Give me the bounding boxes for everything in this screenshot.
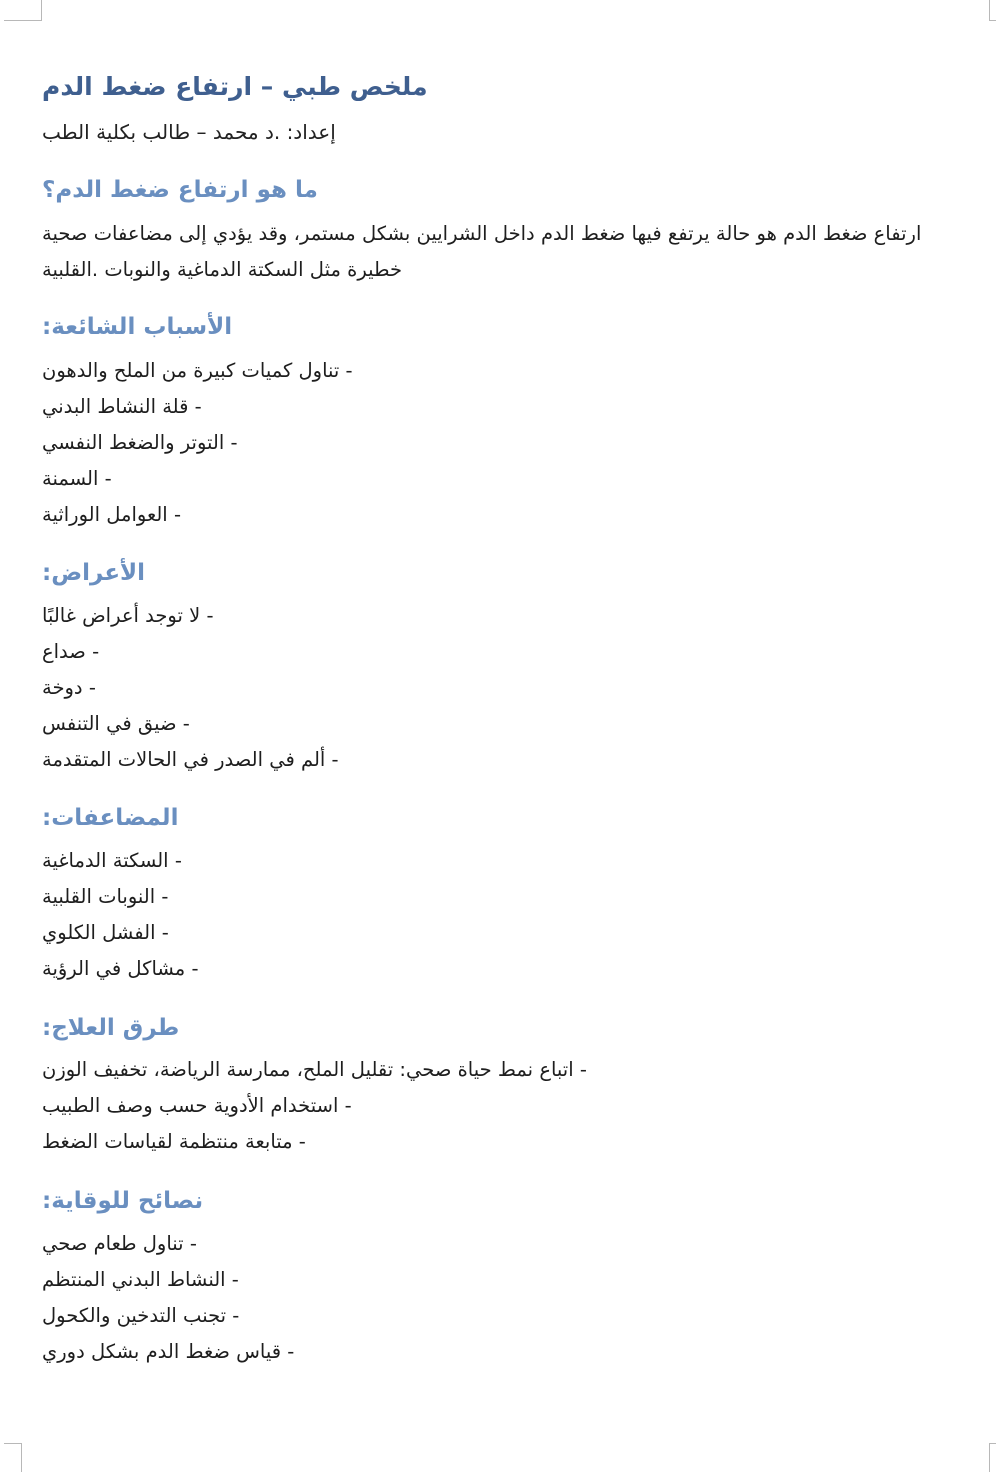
list-item-symptom: المتقدمة الحالات في الصدر في ألم - xyxy=(42,748,339,771)
list-item-treatment: الضغط لقياسات منتظمة متابعة - xyxy=(42,1130,306,1153)
list-item-symptom: التنفس في ضيق - xyxy=(42,712,190,735)
page-corner-mark-top-right xyxy=(989,0,996,21)
definition-paragraph-line-1: صحية مضاعفات إلى يؤدي وقد مستمر، بشكل الشرايين داخل الدم ضغط فيها يرتفع حالة هو الدم ضغط ارتفاع xyxy=(42,222,922,245)
list-item-symptom: غالبًا أعراض توجد لا - xyxy=(42,604,214,627)
definition-paragraph-line-2: .القلبية والنوبات الدماغية السكتة مثل خطيرة xyxy=(42,258,403,281)
list-item-treatment: الطبيب وصف حسب الأدوية استخدام - xyxy=(42,1094,352,1117)
document-title: الدم ضغط ارتفاع – طبي ملخص xyxy=(42,72,428,101)
document-author: الطب بكلية طالب – محمد .د إعداد: xyxy=(42,120,336,144)
section-heading-definition: الدم؟ ضغط ارتفاع هو ما xyxy=(42,177,318,203)
section-heading-treatment: العلاج: طرق xyxy=(42,1015,180,1041)
list-item-cause: والدهون الملح من كبيرة كميات تناول - xyxy=(42,359,353,382)
list-item-cause: البدني النشاط قلة - xyxy=(42,395,202,418)
section-heading-causes: الشائعة: الأسباب xyxy=(42,314,233,340)
list-item-symptom: دوخة - xyxy=(42,676,96,699)
list-item-prevention: صحي طعام تناول - xyxy=(42,1232,197,1255)
list-item-symptom: صداع - xyxy=(42,640,100,663)
page-corner-mark-bottom-right xyxy=(989,1443,996,1472)
section-heading-complications: المضاعفات: xyxy=(42,805,179,831)
page-corner-mark-top-left xyxy=(4,0,42,21)
list-item-cause: النفسي والضغط التوتر - xyxy=(42,431,238,454)
list-item-prevention: والكحول التدخين تجنب - xyxy=(42,1304,240,1327)
section-heading-prevention: للوقاية: نصائح xyxy=(42,1188,204,1214)
page-corner-mark-bottom-left xyxy=(4,1443,22,1472)
list-item-prevention: دوري بشكل الدم ضغط قياس - xyxy=(42,1340,295,1363)
list-item-complication: الكلوي الفشل - xyxy=(42,921,169,944)
list-item-cause: الوراثية العوامل - xyxy=(42,503,181,526)
list-item-complication: الدماغية السكتة - xyxy=(42,849,182,872)
list-item-cause: السمنة - xyxy=(42,467,112,490)
list-item-prevention: المنتظم البدني النشاط - xyxy=(42,1268,239,1291)
list-item-complication: القلبية النوبات - xyxy=(42,885,169,908)
list-item-complication: الرؤية في مشاكل - xyxy=(42,957,199,980)
section-heading-symptoms: الأعراض: xyxy=(42,560,146,586)
list-item-treatment: الوزن تخفيف الرياضة، ممارسة الملح، تقليل صحي: حياة نمط اتباع - xyxy=(42,1058,587,1081)
